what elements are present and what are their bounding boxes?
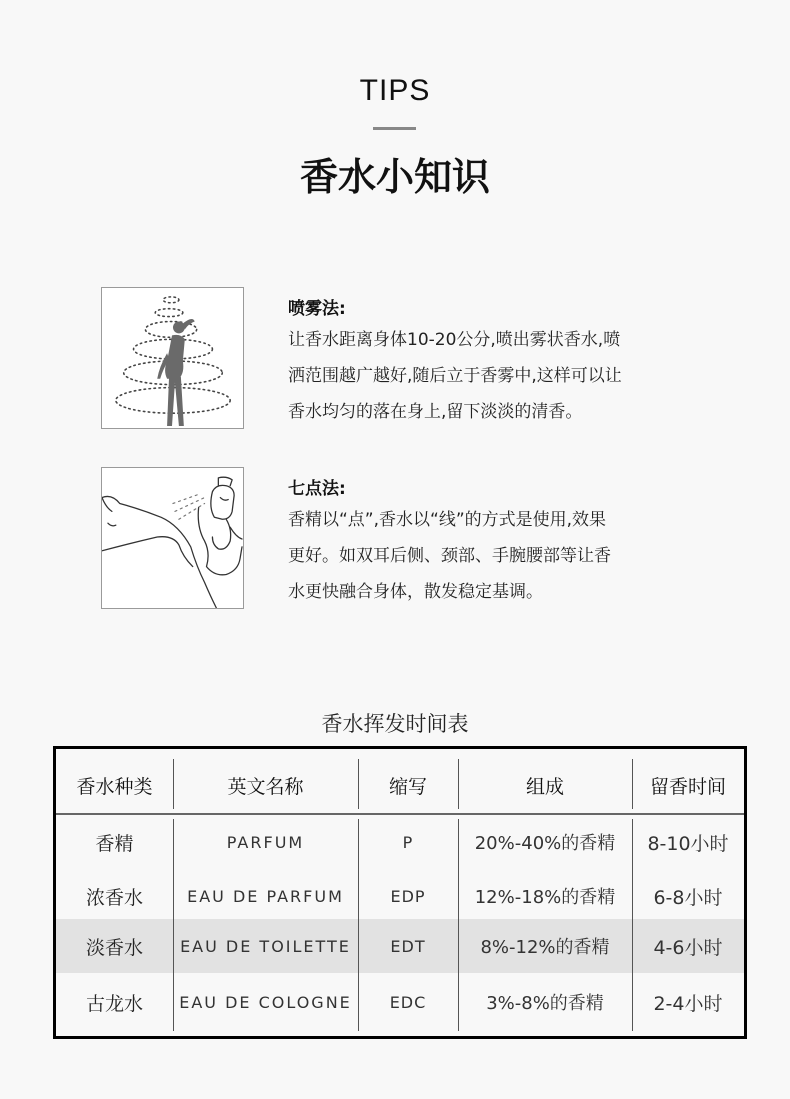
column-header: 缩写 xyxy=(388,775,427,798)
duration: 4-6小时 xyxy=(653,936,723,959)
english-name: EAU DE TOILETTE xyxy=(180,936,351,956)
perfume-type: 浓香水 xyxy=(85,886,143,909)
table-row xyxy=(56,975,744,1029)
column-divider xyxy=(173,759,174,809)
method-title-seven-points: 七点法: xyxy=(288,479,346,499)
column-header: 英文名称 xyxy=(227,775,304,798)
english-name: PARFUM xyxy=(226,832,305,852)
table-header-row xyxy=(56,757,744,813)
column-divider xyxy=(358,819,359,1031)
column-divider xyxy=(632,819,633,1031)
method-line: 水更快融合身体，散发稳定基调。 xyxy=(288,582,543,602)
composition: 8%-12%的香精 xyxy=(480,937,610,958)
composition: 20%-40%的香精 xyxy=(474,833,616,854)
abbreviation: EDC xyxy=(389,992,427,1012)
column-divider xyxy=(632,759,633,809)
perfume-type: 淡香水 xyxy=(85,936,143,959)
column-divider xyxy=(458,759,459,809)
english-name: EAU DE COLOGNE xyxy=(179,992,352,1012)
method-body-seven-points xyxy=(288,502,688,610)
table-row-highlighted xyxy=(56,919,744,973)
evaporation-table xyxy=(53,746,747,1039)
duration: 8-10小时 xyxy=(647,832,729,855)
duration: 2-4小时 xyxy=(653,992,723,1015)
column-header: 留香时间 xyxy=(649,775,726,798)
abbreviation: P xyxy=(402,832,414,852)
method-line: 香精以“点”,香水以“线”的方式是使用,效果 xyxy=(288,510,607,530)
column-divider xyxy=(358,759,359,809)
perfume-type: 古龙水 xyxy=(85,992,143,1015)
column-divider xyxy=(173,819,174,1031)
abbreviation: EDT xyxy=(390,936,426,956)
english-name: EAU DE PARFUM xyxy=(187,886,344,906)
composition: 3%-8%的香精 xyxy=(486,993,604,1014)
method-line: 更好。如双耳后侧、颈部、手腕腰部等让香 xyxy=(288,546,611,566)
method-line: 让香水距离身体10-20公分,喷出雾状香水,喷 xyxy=(288,330,621,350)
spray-mist-woman-icon xyxy=(101,287,244,429)
column-header: 香水种类 xyxy=(76,775,153,798)
composition: 12%-18%的香精 xyxy=(474,887,616,908)
wrist-spray-icon xyxy=(101,467,244,609)
method-line: 洒范围越广越好,随后立于香雾中,这样可以让 xyxy=(288,366,622,386)
tips-label: TIPS xyxy=(359,74,431,107)
method-title-spray: 喷雾法: xyxy=(288,299,346,319)
perfume-type: 香精 xyxy=(95,832,134,855)
method-body-spray xyxy=(288,322,688,430)
table-title: 香水挥发时间表 xyxy=(321,712,469,736)
page-title: 香水小知识 xyxy=(299,155,490,199)
abbreviation: EDP xyxy=(390,886,426,906)
column-header: 组成 xyxy=(525,775,564,798)
method-line: 香水均匀的落在身上,留下淡淡的清香。 xyxy=(288,402,583,422)
column-divider xyxy=(458,819,459,1031)
table-row xyxy=(56,815,744,869)
table-row xyxy=(56,869,744,923)
duration: 6-8小时 xyxy=(653,886,723,909)
title-divider xyxy=(373,127,416,130)
